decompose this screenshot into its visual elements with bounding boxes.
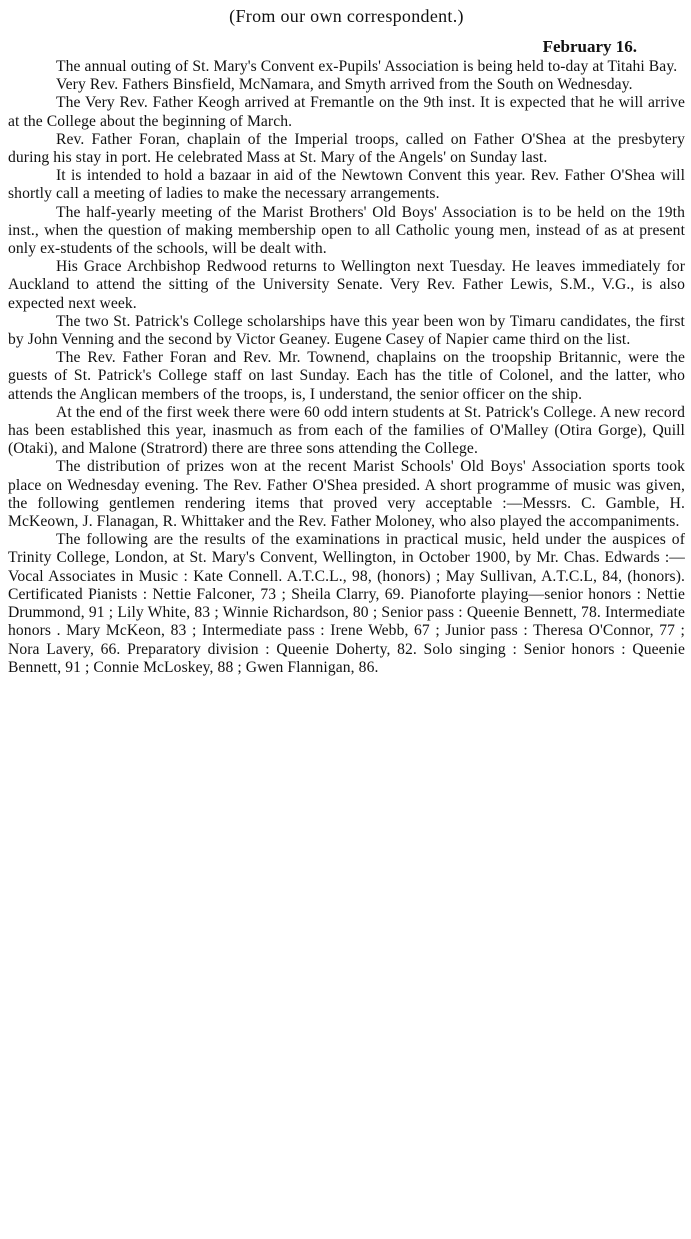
paragraph-father-keogh: The Very Rev. Father Keogh arrived at Fremantle on the 9th inst. It is expected that he will arrive at the College about the beginning of March. <box>8 94 685 130</box>
paragraph-scholarships: The two St. Patrick's College scholarships have this year been won by Timaru candidates, the first by John Venning and the second by Victor Geaney. Eugene Casey of Napier came third on the list. <box>8 312 685 349</box>
dateline: February 16. <box>542 37 637 56</box>
paragraph-intern-students: At the end of the first week there were 60 odd intern students at St. Patrick's College. A new record has been established this year, inasmuch as from each of the families of O'Malley (Otira Gorge), Quill (Otaki), and Malone (Stratrord) there are three sons attending the College. <box>8 403 685 458</box>
correspondent-header: (From our own correspondent.) <box>229 6 464 26</box>
paragraph-music-exam-results: The following are the results of the examinations in practical music, held under the auspices of Trinity College, London, at St. Mary's Convent, Wellington, in October 1900, by Mr. Chas. Edwards :—Vocal Associates in Music : Kate Connell. A.T.C.L., 98, (honors) ; May Sullivan, A.T.C.L, 84, (honors). Certificated Pianists : Nettie Falconer, 73 ; Sheila Clarry, 69. Pianoforte playing—senior honors : Nettie Drummond, 91 ; Lily White, 83 ; Winnie Richardson, 80 ; Senior pass : Queenie Bennett, 78. Intermediate honors . Mary McKeon, 83 ; Intermediate pass : Irene Webb, 67 ; Junior pass : Theresa O'Connor, 77 ; Nora Lavery, 66. Preparatory division : Queenie Doherty, 82. Solo singing : Senior honors : Queenie Bennett, 91 ; Connie McLoskey, 88 ; Gwen Flannigan, 86. <box>8 531 685 676</box>
paragraph-archbishop-redwood: His Grace Archbishop Redwood returns to Wellington next Tuesday. He leaves immediately for Auckland to attend the sitting of the University Senate. Very Rev. Father Lewis, S.M., V.G., is also expected next week. <box>8 258 685 312</box>
paragraph-fathers-arrival: Very Rev. Fathers Binsfield, McNamara, and Smyth arrived from the South on Wednesday. <box>56 76 633 94</box>
paragraph-old-boys-meeting: The half-yearly meeting of the Marist Brothers' Old Boys' Association is to be held on the 19th inst., when the question of making membership open to all Catholic young men, instead of as at present only ex-students of the schools, will be dealt with. <box>8 203 685 258</box>
paragraph-prize-distribution: The distribution of prizes won at the recent Marist Schools' Old Boys' Association sports took place on Wednesday evening. The Rev. Father O'Shea presided. A short programme of music was given, the following gentlemen rendering items that proved very acceptable :—Messrs. C. Gamble, H. McKeown, J. Flanagan, R. Whittaker and the Rev. Father Moloney, who also played the accompaniments. <box>8 458 685 531</box>
paragraph-bazaar: It is intended to hold a bazaar in aid of the Newtown Convent this year. Rev. Father O'Shea will shortly call a meeting of ladies to make the necessary arrangements. <box>8 167 685 203</box>
paragraph-chaplains-britannic: The Rev. Father Foran and Rev. Mr. Townend, chaplains on the troopship Britannic, were the guests of St. Patrick's College staff on last Sunday. Each has the title of Colonel, and the latter, who attends the Anglican members of the troops, is, I understand, the senior officer on the ship. <box>8 349 685 403</box>
paragraph-convent-outing: The annual outing of St. Mary's Convent ex-Pupils' Association is being held to-day at Titahi Bay. <box>56 58 678 75</box>
paragraph-father-foran: Rev. Father Foran, chaplain of the Imperial troops, called on Father O'Shea at the presbytery during his stay in port. He celebrated Mass at St. Mary of the Angels' on Sunday last. <box>8 130 685 167</box>
